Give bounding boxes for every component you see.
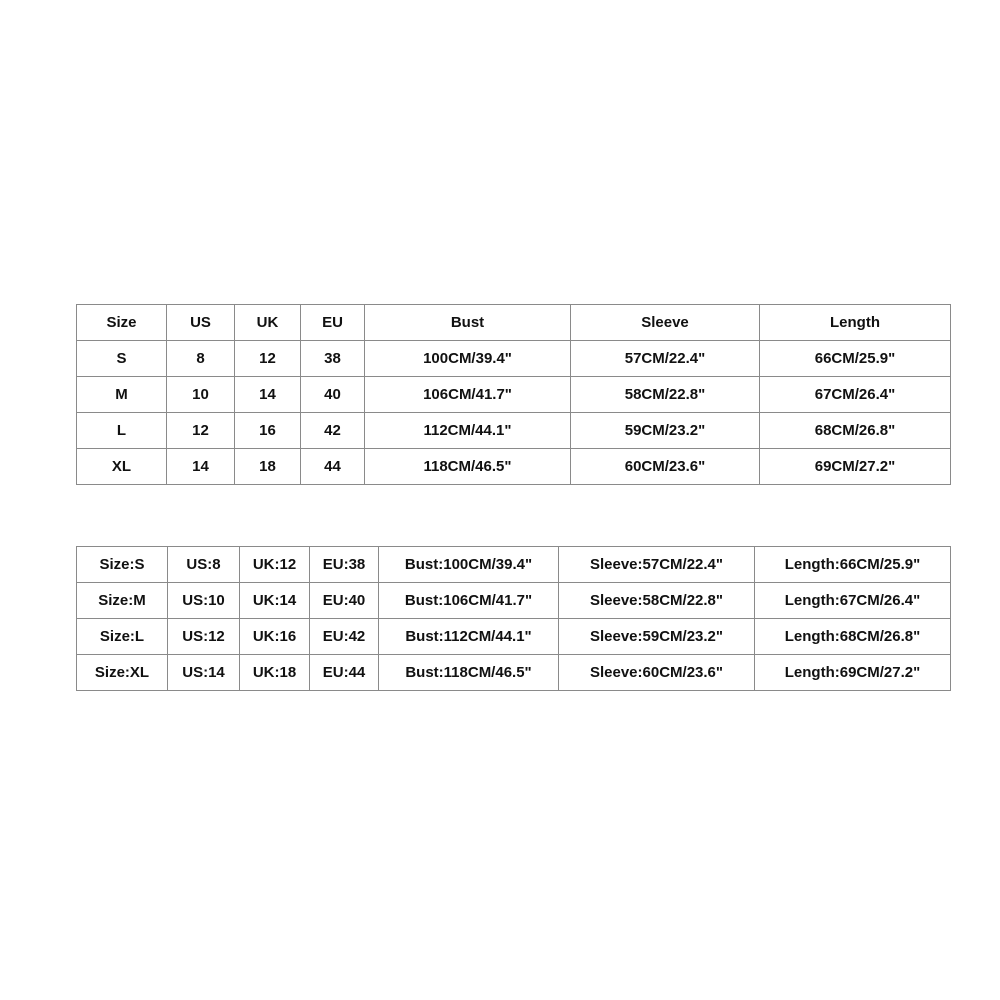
cell-us: 8 bbox=[167, 341, 235, 377]
header-cell-length: Length bbox=[760, 305, 951, 341]
cell-sleeve: Sleeve:59CM/23.2" bbox=[559, 619, 755, 655]
cell-eu: EU:44 bbox=[310, 655, 379, 691]
cell-size: S bbox=[77, 341, 167, 377]
cell-us: 12 bbox=[167, 413, 235, 449]
header-cell-uk: UK bbox=[235, 305, 301, 341]
cell-size: L bbox=[77, 413, 167, 449]
cell-bust: Bust:112CM/44.1" bbox=[379, 619, 559, 655]
table-header-row bbox=[77, 305, 951, 341]
cell-bust: 112CM/44.1" bbox=[365, 413, 571, 449]
cell-sleeve: Sleeve:57CM/22.4" bbox=[559, 547, 755, 583]
table-row bbox=[77, 547, 951, 583]
cell-length: Length:66CM/25.9" bbox=[755, 547, 951, 583]
cell-us: 10 bbox=[167, 377, 235, 413]
table-row bbox=[77, 619, 951, 655]
cell-bust: Bust:106CM/41.7" bbox=[379, 583, 559, 619]
header-cell-sleeve: Sleeve bbox=[571, 305, 760, 341]
header-cell-eu: EU bbox=[301, 305, 365, 341]
cell-bust: 118CM/46.5" bbox=[365, 449, 571, 485]
table-row bbox=[77, 377, 951, 413]
cell-length: 67CM/26.4" bbox=[760, 377, 951, 413]
header-cell-bust: Bust bbox=[365, 305, 571, 341]
cell-size: Size:M bbox=[77, 583, 168, 619]
cell-length: Length:68CM/26.8" bbox=[755, 619, 951, 655]
cell-uk: 12 bbox=[235, 341, 301, 377]
table-row bbox=[77, 583, 951, 619]
cell-sleeve: 58CM/22.8" bbox=[571, 377, 760, 413]
cell-eu: 44 bbox=[301, 449, 365, 485]
header-cell-size: Size bbox=[77, 305, 167, 341]
cell-length: Length:69CM/27.2" bbox=[755, 655, 951, 691]
header-cell-us: US bbox=[167, 305, 235, 341]
cell-bust: 100CM/39.4" bbox=[365, 341, 571, 377]
cell-eu: EU:38 bbox=[310, 547, 379, 583]
cell-uk: 18 bbox=[235, 449, 301, 485]
cell-uk: UK:14 bbox=[240, 583, 310, 619]
cell-length: 69CM/27.2" bbox=[760, 449, 951, 485]
cell-sleeve: 57CM/22.4" bbox=[571, 341, 760, 377]
cell-eu: EU:42 bbox=[310, 619, 379, 655]
cell-us: US:8 bbox=[168, 547, 240, 583]
cell-us: US:10 bbox=[168, 583, 240, 619]
cell-eu: 40 bbox=[301, 377, 365, 413]
size-chart-table bbox=[76, 304, 951, 485]
cell-sleeve: 60CM/23.6" bbox=[571, 449, 760, 485]
cell-size: XL bbox=[77, 449, 167, 485]
cell-eu: EU:40 bbox=[310, 583, 379, 619]
table-row bbox=[77, 341, 951, 377]
cell-length: Length:67CM/26.4" bbox=[755, 583, 951, 619]
table-row bbox=[77, 449, 951, 485]
cell-us: 14 bbox=[167, 449, 235, 485]
size-chart-labeled-table bbox=[76, 546, 951, 691]
cell-size: Size:L bbox=[77, 619, 168, 655]
cell-sleeve: 59CM/23.2" bbox=[571, 413, 760, 449]
cell-uk: 16 bbox=[235, 413, 301, 449]
cell-sleeve: Sleeve:60CM/23.6" bbox=[559, 655, 755, 691]
cell-eu: 42 bbox=[301, 413, 365, 449]
cell-size: Size:XL bbox=[77, 655, 168, 691]
cell-sleeve: Sleeve:58CM/22.8" bbox=[559, 583, 755, 619]
cell-uk: UK:18 bbox=[240, 655, 310, 691]
cell-us: US:12 bbox=[168, 619, 240, 655]
cell-eu: 38 bbox=[301, 341, 365, 377]
table-row bbox=[77, 655, 951, 691]
table-row bbox=[77, 413, 951, 449]
cell-size: Size:S bbox=[77, 547, 168, 583]
cell-length: 66CM/25.9" bbox=[760, 341, 951, 377]
cell-bust: 106CM/41.7" bbox=[365, 377, 571, 413]
cell-uk: UK:12 bbox=[240, 547, 310, 583]
cell-uk: UK:16 bbox=[240, 619, 310, 655]
cell-size: M bbox=[77, 377, 167, 413]
cell-length: 68CM/26.8" bbox=[760, 413, 951, 449]
cell-us: US:14 bbox=[168, 655, 240, 691]
cell-uk: 14 bbox=[235, 377, 301, 413]
cell-bust: Bust:100CM/39.4" bbox=[379, 547, 559, 583]
cell-bust: Bust:118CM/46.5" bbox=[379, 655, 559, 691]
